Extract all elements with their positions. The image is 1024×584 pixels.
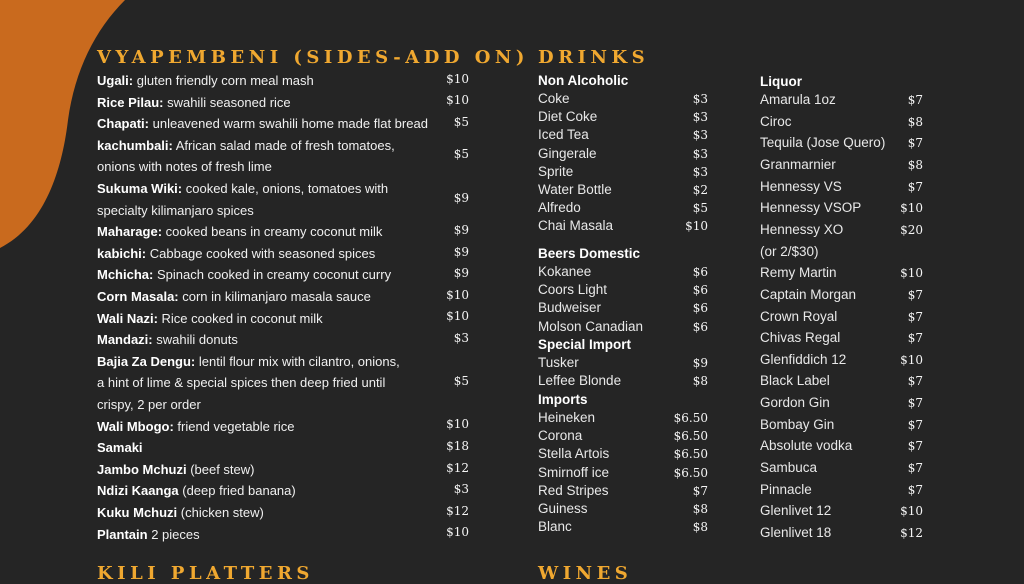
sides-item-price: $5 (453, 147, 469, 162)
drink-price: $10 (685, 219, 708, 234)
sides-item-description: swahili donuts (152, 332, 238, 348)
drink-item (538, 145, 708, 163)
sides-item (97, 502, 469, 524)
drink-item (760, 155, 923, 175)
sides-list (97, 70, 469, 546)
sides-item-price: $5 (453, 114, 469, 129)
drink-item (760, 263, 923, 283)
drink-price: $7 (907, 482, 923, 497)
drink-price: $2 (692, 183, 708, 197)
sides-item (97, 178, 469, 221)
sides-item (97, 70, 469, 92)
drink-name: Coke (538, 91, 570, 106)
sides-item-price: $3 (453, 330, 469, 345)
liquor-title: Liquor (760, 74, 802, 89)
liquor-section (760, 73, 923, 543)
sides-item-price: $10 (446, 417, 469, 432)
drink-name: Sprite (538, 163, 574, 179)
drink-name: Absolute vodka (760, 438, 853, 454)
drink-name: Alfredo (538, 200, 581, 216)
sides-item-name: kachumbali: (97, 137, 173, 153)
drink-price: $7 (907, 461, 923, 476)
sides-item (97, 92, 469, 114)
sides-item-description: African salad made of fresh tomatoes, (172, 137, 395, 153)
sides-heading: VYAPEMBENI (SIDES-ADD ON) (97, 47, 529, 68)
drink-item (760, 501, 923, 521)
sides-item-name: Ugali: (97, 73, 134, 88)
drink-price: $7 (907, 374, 923, 389)
sides-item-name: Mchicha: (97, 267, 154, 283)
drink-item (760, 90, 923, 110)
sides-item-price: $9 (453, 190, 469, 205)
drink-price: $10 (900, 504, 923, 519)
sides-item (97, 308, 469, 330)
sides-item-price: $5 (453, 374, 469, 389)
sides-item-price: $18 (446, 438, 469, 453)
drink-price: $7 (907, 396, 923, 411)
drink-price: $8 (692, 502, 708, 516)
drink-name: Smirnoff ice (538, 464, 610, 480)
drink-name: Tusker (538, 355, 579, 370)
sides-item-price: $10 (446, 525, 469, 540)
sides-item-name: Mandazi: (97, 332, 153, 348)
sides-item-description: 2 pieces (147, 526, 200, 542)
drink-name: Leffee Blonde (538, 373, 622, 389)
drink-name: Gordon Gin (760, 395, 830, 411)
drink-name: Budweiser (538, 300, 602, 316)
drink-name: Diet Coke (538, 109, 598, 125)
drink-price: $6 (692, 319, 708, 334)
drink-item (538, 163, 708, 181)
sides-item-name: Ndizi Kaanga (97, 483, 179, 499)
drink-price: $8 (692, 374, 708, 389)
drink-name: Tequila (Jose Quero) (760, 135, 886, 151)
sides-item-price: $12 (446, 503, 469, 518)
drink-item (538, 518, 708, 536)
drink-name: Remy Martin (760, 265, 837, 281)
drink-name: Crown Royal (760, 308, 838, 324)
drink-name: Water Bottle (538, 182, 612, 197)
sides-item-text (97, 329, 238, 351)
sides-item-text (97, 135, 395, 178)
drink-price: $10 (900, 352, 923, 367)
sides-item-text (97, 416, 294, 438)
sides-item-price: $10 (446, 309, 469, 324)
drink-price: $3 (692, 110, 708, 125)
drink-price: $6.50 (673, 411, 708, 425)
drink-name: Hennessy VS (760, 178, 842, 194)
drink-name: Glenfiddich 12 (760, 351, 847, 367)
drink-name: Bombay Gin (760, 416, 835, 432)
drink-price: $6 (692, 265, 708, 279)
sides-item-description-cont: onions with notes of fresh lime (97, 159, 272, 175)
sides-item-name: Wali Mbogo: (97, 418, 174, 434)
drink-name: Black Label (760, 373, 830, 389)
drink-price: $20 (900, 222, 923, 237)
drink-price: $3 (692, 164, 708, 179)
drink-item (760, 112, 923, 132)
sides-item-name: Jambo Mchuzi (97, 461, 187, 477)
drink-item (760, 198, 923, 218)
sides-item-description-cont: crispy, 2 per order (97, 396, 201, 412)
drink-name: Hennessy VSOP (760, 200, 862, 216)
drink-name: Molson Canadian (538, 318, 644, 334)
sides-item (97, 437, 469, 459)
drink-item (538, 281, 708, 299)
drink-item (760, 458, 923, 478)
drink-item (538, 500, 708, 518)
drink-item (538, 263, 708, 281)
drink-item (538, 90, 708, 108)
sides-item (97, 113, 469, 135)
sides-item-description: gluten friendly corn meal mash (133, 73, 314, 88)
sides-item-price: $10 (446, 71, 469, 86)
drink-name: Gingerale (538, 145, 597, 161)
sides-item-description: unleavened warm swahili home made flat bread (149, 116, 428, 132)
sides-item-price: $3 (453, 482, 469, 497)
sides-item-description: (chicken stew) (177, 505, 264, 520)
drink-item (760, 177, 923, 197)
sides-item-name: Corn Masala: (97, 289, 179, 304)
sides-item (97, 416, 469, 438)
drink-name: Glenlivet 12 (760, 503, 832, 519)
drink-item (760, 285, 923, 305)
wines-heading: WINES (538, 563, 633, 584)
beers-domestic-section (538, 245, 708, 337)
drink-name: Granmarnier (760, 156, 836, 172)
drink-name: Iced Tea (538, 127, 589, 143)
drink-name: Guiness (538, 501, 588, 516)
sides-item-text (97, 243, 375, 265)
sides-item-name: Rice Pilau: (97, 94, 164, 110)
sides-item-price: $10 (446, 287, 469, 302)
sides-item-name: Maharage: (97, 224, 163, 240)
drink-item (538, 181, 708, 199)
sides-item-text (97, 178, 388, 221)
drink-price: $7 (692, 483, 708, 498)
sides-item-description-cont: specialty kilimanjaro spices (97, 202, 254, 218)
drink-name: Blanc (538, 519, 572, 535)
drink-item (538, 199, 708, 217)
sides-item-description: lentil flour mix with cilantro, onions, (195, 353, 400, 369)
drink-price: $3 (692, 146, 708, 161)
drink-item (760, 523, 923, 543)
drink-price: $6 (692, 301, 708, 316)
sides-item-price: $12 (446, 460, 469, 475)
sides-item (97, 329, 469, 351)
sides-item-description-cont: a hint of lime & special spices then deep fried until (97, 375, 386, 391)
sides-item-text (97, 351, 400, 416)
beers-domestic-title: Beers Domestic (538, 246, 641, 261)
sides-item-text (97, 524, 200, 546)
non-alcoholic-title: Non Alcoholic (538, 73, 629, 88)
drink-item (538, 354, 708, 372)
drink-item (538, 318, 708, 336)
sides-item-description: corn in kilimanjaro masala sauce (178, 289, 371, 304)
sides-item-description: swahili seasoned rice (163, 94, 291, 110)
sides-item-text (97, 480, 296, 502)
sides-item-text (97, 221, 382, 243)
drink-item (760, 393, 923, 413)
drink-item (760, 242, 923, 262)
drink-name: Heineken (538, 410, 596, 425)
special-import-title: Special Import (538, 337, 632, 352)
drink-name: Chai Masala (538, 218, 614, 234)
sides-item-text (97, 113, 428, 135)
drink-name: Corona (538, 428, 583, 444)
drink-price: $10 (900, 266, 923, 281)
drink-item (760, 328, 923, 348)
drink-price: $6.50 (673, 429, 708, 444)
drink-price: $7 (907, 331, 923, 346)
sides-item-text (97, 286, 371, 308)
drink-item (760, 350, 923, 370)
drink-name: Amarula 1oz (760, 92, 836, 107)
drink-price: $7 (907, 287, 923, 302)
drink-price: $6.50 (673, 447, 708, 462)
sides-item (97, 524, 469, 546)
sides-item-price: $9 (453, 222, 469, 237)
drink-item (538, 372, 708, 390)
sides-item (97, 286, 469, 308)
drink-price: $9 (692, 356, 708, 370)
sides-item-description: Cabbage cooked with seasoned spices (146, 245, 376, 261)
drink-item (538, 217, 708, 235)
sides-item-text (97, 308, 323, 330)
drink-item (760, 371, 923, 391)
drink-item (760, 436, 923, 456)
sides-item-text (97, 92, 291, 114)
sides-item-description: Rice cooked in coconut milk (157, 310, 323, 326)
drink-name: Sambuca (760, 460, 818, 476)
sides-item-text (97, 459, 255, 481)
drink-price: $12 (900, 526, 923, 540)
drink-item (760, 307, 923, 327)
drink-price: $7 (907, 93, 923, 107)
drink-item (538, 482, 708, 500)
drink-price: $7 (907, 309, 923, 324)
drink-price: $6.50 (673, 465, 708, 480)
drink-name: Hennessy XO (760, 221, 844, 237)
drink-item (538, 108, 708, 126)
sides-item-name: Sukuma Wiki: (97, 181, 183, 196)
drink-name: Glenlivet 18 (760, 525, 832, 540)
drink-price: $8 (907, 114, 923, 129)
sides-item (97, 221, 469, 243)
drink-price: $7 (907, 179, 923, 194)
sides-item-description: Spinach cooked in creamy coconut curry (153, 267, 392, 283)
sides-item-description: cooked beans in creamy coconut milk (162, 224, 383, 240)
sides-item-price: $10 (446, 93, 469, 108)
drink-item (538, 445, 708, 463)
sides-item-name: Bajia Za Dengu: (97, 353, 196, 369)
platters-heading: KILI PLATTERS (97, 563, 314, 584)
drink-name: Captain Morgan (760, 286, 857, 302)
sides-item-name: Samaki (97, 440, 143, 456)
drink-item (538, 126, 708, 144)
special-import-section (538, 336, 708, 392)
drink-name: Pinnacle (760, 481, 812, 497)
drink-price: $3 (692, 128, 708, 143)
sides-item-price: $9 (453, 244, 469, 259)
drink-price: $10 (900, 201, 923, 216)
drink-name: Stella Artois (538, 446, 610, 462)
drink-price: $7 (907, 136, 923, 151)
sides-item-description: (deep fried banana) (178, 483, 296, 499)
sides-item-text (97, 264, 391, 286)
drink-name: Red Stripes (538, 482, 609, 498)
drink-name: (or 2/$30) (760, 243, 819, 259)
drink-price: $5 (692, 201, 708, 216)
drink-item (760, 480, 923, 500)
drink-price: $7 (907, 439, 923, 454)
drink-name: Ciroc (760, 113, 792, 129)
drink-item (538, 409, 708, 427)
drink-price: $8 (692, 520, 708, 535)
sides-item-description: cooked kale, onions, tomatoes with (182, 181, 389, 196)
drinks-heading: DRINKS (538, 47, 650, 68)
sides-item-name: kabichi: (97, 245, 147, 261)
sides-item-name: Kuku Mchuzi (97, 505, 178, 520)
sides-item-description: (beef stew) (186, 461, 255, 477)
drink-name: Chivas Regal (760, 330, 841, 346)
drink-price: $8 (907, 157, 923, 172)
non-alcoholic-section (538, 72, 708, 236)
sides-item-text (97, 502, 264, 524)
drink-item (538, 464, 708, 482)
drink-item (538, 427, 708, 445)
imports-title: Imports (538, 392, 588, 407)
sides-item-description: friend vegetable rice (173, 418, 295, 434)
sides-item-name: Chapati: (97, 116, 149, 132)
sides-item (97, 135, 469, 178)
drink-item (760, 133, 923, 153)
drink-price: $7 (907, 417, 923, 432)
drink-item (538, 299, 708, 317)
sides-item-text (97, 70, 314, 92)
drink-name: Kokanee (538, 264, 592, 279)
drink-item (760, 415, 923, 435)
sides-item (97, 480, 469, 502)
drink-price: $6 (692, 283, 708, 298)
imports-section (538, 391, 708, 539)
sides-item (97, 264, 469, 286)
sides-item (97, 351, 469, 416)
drink-price: $3 (692, 92, 708, 106)
sides-item-text (97, 437, 143, 459)
sides-item (97, 243, 469, 265)
sides-item-name: Plantain (97, 526, 148, 542)
sides-item-price: $9 (453, 266, 469, 281)
drink-name: Coors Light (538, 282, 608, 298)
sides-item (97, 459, 469, 481)
sides-item-name: Wali Nazi: (97, 310, 158, 326)
drink-item (760, 220, 923, 240)
